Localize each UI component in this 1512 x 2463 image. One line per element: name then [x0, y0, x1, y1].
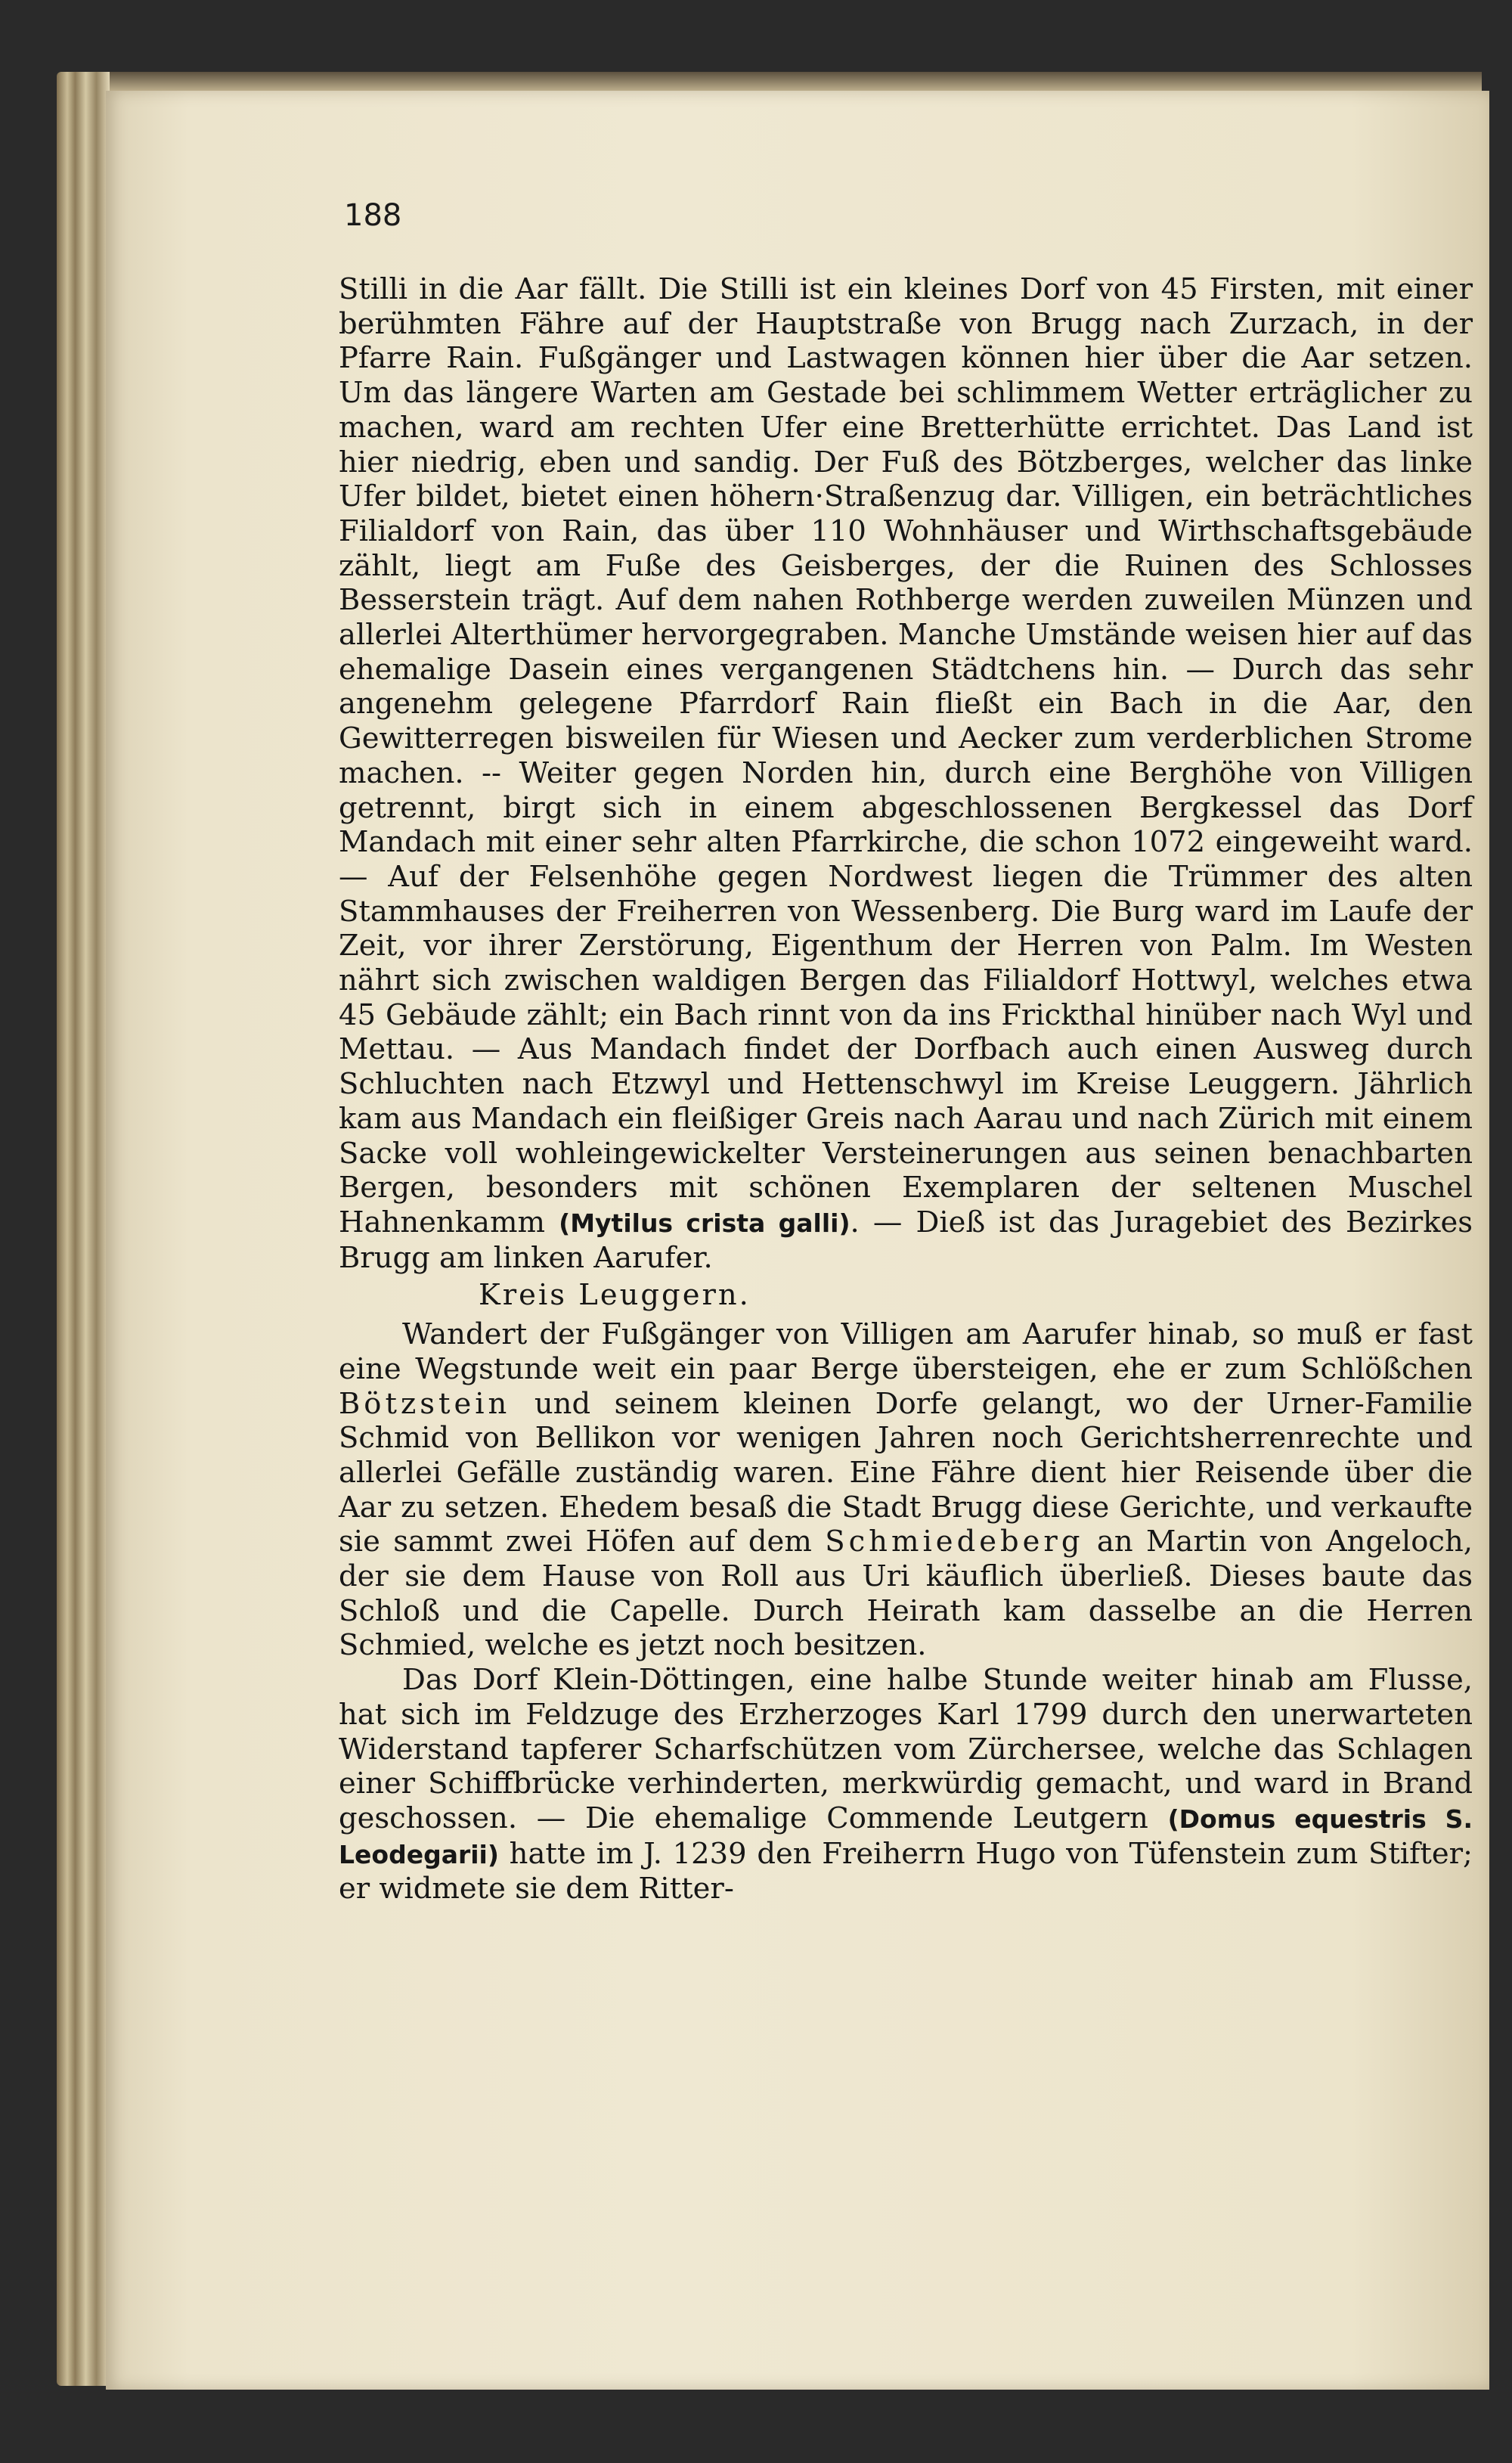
paragraph-klein-doettingen [339, 1663, 1473, 1906]
section-heading: Kreis Leuggern. [479, 1278, 751, 1313]
text-run: Wandert der Fußgänger von Villigen am Aarufer hinab, so muß er fast eine Wegstunde weit ein paar Berge übersteigen, ehe er zum Schlößchen [339, 1317, 1473, 1386]
latin-term: (Mytilus crista galli) [559, 1208, 850, 1238]
text-run: . — Dieß ist das Juragebiet des Bezirkes Brugg am linken Aarufer. [339, 1205, 1473, 1275]
book-page-stack [57, 72, 110, 2386]
text-run: Das Dorf Klein-Döttingen, eine halbe Stunde weiter hinab am Flusse, hat sich im Feldzuge des Erzherzoges Karl 1799 durch den unerwarteten Widerstand tapferer Scharfschützen vom Zürchersee, welche das Schlagen einer Schiffbrücke verhinderten, merkwürdig gemacht, und ward in Brand geschossen. — Die ehemalige Commende Leutgern [339, 1663, 1473, 1835]
text-run: an Martin von Angeloch, der sie dem Hause von Roll aus Uri käuflich überließ. Dieses baute das Schloß und die Capelle. Durch Heirath kam dasselbe an die Herren Schmied, welche es jetzt noch besitzen. [339, 1525, 1473, 1663]
spaced-name: Schmiedeberg [825, 1525, 1084, 1559]
text-run: hatte im J. 1239 den Freiherrn Hugo von Tüfenstein zum Stifter; er widmete sie dem Ritter- [339, 1836, 1473, 1906]
spaced-name: Bötzstein [339, 1386, 511, 1421]
body-text [339, 272, 1473, 1906]
text-run: Stilli in die Aar fällt. Die Stilli ist ein kleines Dorf von 45 Firsten, mit einer berühmten Fähre auf der Hauptstraße von Brugg nach Zurzach, in der Pfarre Rain. Fußgänger und Lastwagen können hier über die Aar setzen. Um das längere Warten am Gestade bei schlimmem Wetter erträglicher zu machen, ward am rechten Ufer eine Bretterhütte errichtet. Das Land ist hier niedrig, eben und sandig. Der Fuß des Bötzberges, welcher das linke Ufer bildet, bietet einen höhern·Straßenzug dar. Villigen, ein beträchtliches Filialdorf von Rain, das über 110 Wohnhäuser und Wirthschaftsgebäude zählt, liegt am Fuße des Geisberges, der die Ruinen des Schlosses Besserstein trägt. Auf dem nahen Rothberge werden zuweilen Münzen und allerlei Alterthümer hervorgegraben. Manche Umstände weisen hier auf das ehemalige Dasein eines vergangenen Städtchens hin. — Durch das sehr angenehm gelegene Pfarrdorf Rain fließt ein Bach in die Aar, den Gewitterregen bisweilen für Wiesen und Aecker zum verderblichen Strome machen. -- Weiter gegen Norden hin, durch eine Berghöhe von Villigen getrennt, birgt sich in einem abgeschlossenen Bergkessel das Dorf Mandach mit einer sehr alten Pfarrkirche, die schon 1072 eingeweiht ward. — Auf der Felsenhöhe gegen Nordwest liegen die Trümmer des alten Stammhauses der Freiherren von Wessenberg. Die Burg ward im Laufe der Zeit, vor ihrer Zerstörung, Eigenthum der Herren von Palm. Im Westen nährt sich zwischen waldigen Bergen das Filialdorf Hottwyl, welches etwa 45 Gebäude zählt; ein Bach rinnt von da ins Frickthal hinüber nach Wyl und Mettau. — Aus Mandach findet der Dorfbach auch einen Ausweg durch Schluchten nach Etzwyl und Hettenschwyl im Kreise Leuggern. Jährlich kam aus Mandach ein fleißiger Greis nach Aarau und nach Zürich mit einem Sacke voll wohleingewickelter Versteinerungen aus seinen benachbarten Bergen, besonders mit schönen Exemplaren der seltenen Muschel Hahnenkamm [339, 272, 1473, 1239]
paragraph-stilli [339, 272, 1473, 1275]
text-run: und seinem kleinen Dorfe gelangt, wo der Urner-Familie Schmid von Bellikon vor wenigen Jahren noch Gerichtsherrenrechte und allerlei Gefälle zuständig waren. Eine Fähre dient hier Reisende über die Aar zu setzen. Ehedem besaß die Stadt Brugg diese Gerichte, und verkaufte sie sammt zwei Höfen auf dem [339, 1386, 1473, 1559]
paragraph-boetzstein [339, 1317, 1473, 1663]
latin-term: (Domus equestris S. Leodegarii) [339, 1804, 1473, 1869]
page-number: 188 [344, 198, 402, 233]
